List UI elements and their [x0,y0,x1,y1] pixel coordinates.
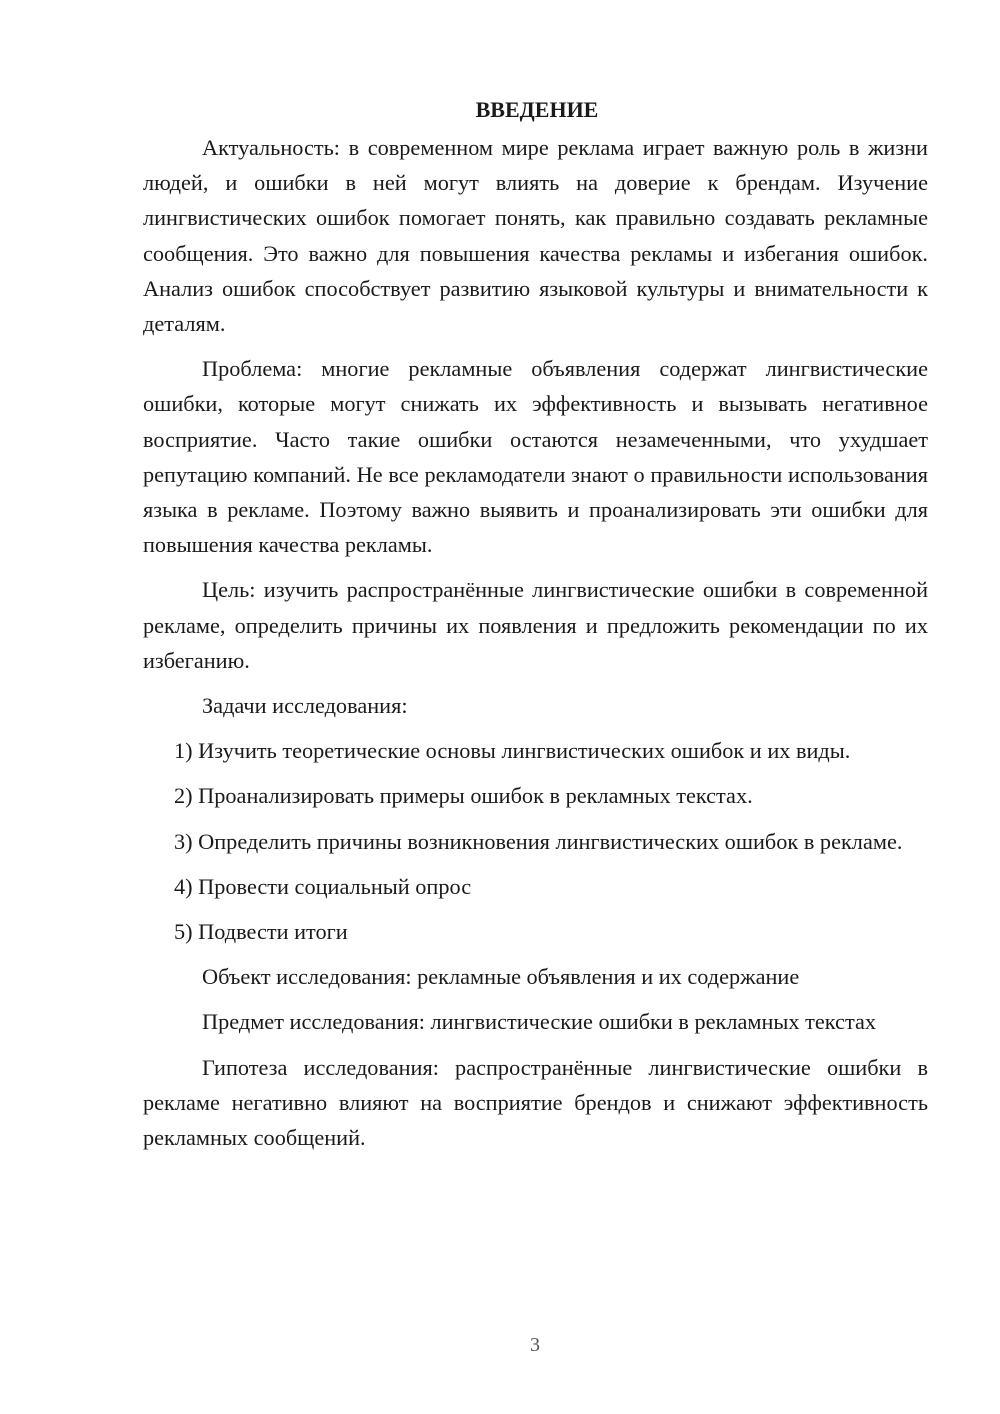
task-item-2: 2) Проанализировать примеры ошибок в рекламных текстах. [174,783,753,809]
paragraph-relevance: Актуальность: в современном мире реклама играет важную роль в жизни людей, и ошибки в ней могут влиять на доверие к брендам. Изучение лингвистических ошибок помогает понять, как правильно создавать рекламные сообщения. Это важно для повышения качества рекламы и избегания ошибок. Анализ ошибок способствует развитию языковой культуры и внимательности к деталям. [143,135,928,337]
task-item-4: 4) Провести социальный опрос [174,873,472,899]
paragraph-subject: Предмет исследования: лингвистические ошибки в рекламных текстах [202,1009,877,1035]
task-item-3: 3) Определить причины возникновения лингвистических ошибок в рекламе. [174,828,903,854]
page-number: 3 [530,1334,540,1356]
section-title: ВВЕДЕНИЕ [475,97,599,122]
paragraph-goal: Цель: изучить распространённые лингвистические ошибки в современной рекламе, определить причины их появления и предложить рекомендации по их избеганию. [143,577,928,673]
task-item-1: 1) Изучить теоретические основы лингвистических ошибок и их виды. [174,738,851,764]
task-item-5: 5) Подвести итоги [174,919,348,945]
document-page [143,92,928,1155]
paragraph-problem: Проблема: многие рекламные объявления содержат лингвистические ошибки, которые могут снижать их эффективность и вызывать негативное восприятие. Часто такие ошибки остаются незамеченными, что ухудшает репутацию компаний. Не все рекламодатели знают о правильности использования языка в рекламе. Поэтому важно выявить и проанализировать эти ошибки для повышения качества рекламы. [143,356,928,558]
tasks-heading: Задачи исследования: [202,693,408,719]
paragraph-hypothesis: Гипотеза исследования: распространённые лингвистические ошибки в рекламе негативно влияют на восприятие брендов и снижают эффективность рекламных сообщений. [143,1054,928,1151]
paragraph-object: Объект исследования: рекламные объявления и их содержание [202,964,800,990]
